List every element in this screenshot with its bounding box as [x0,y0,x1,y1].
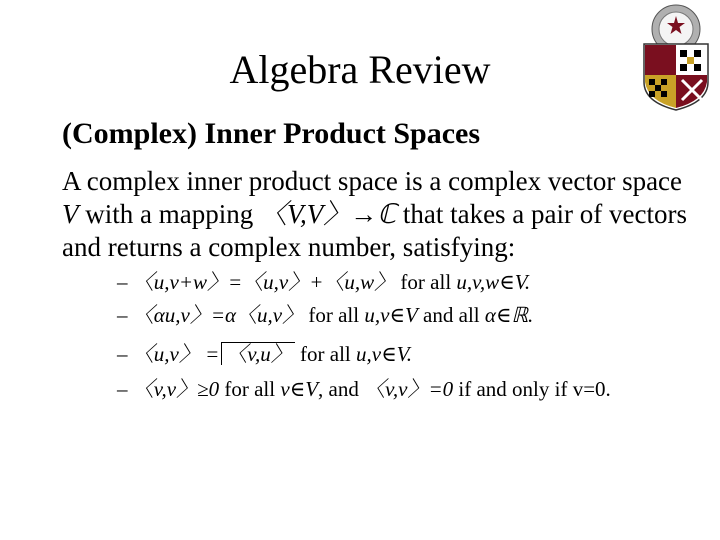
bullet-dash: – [117,377,128,401]
bullet-formula: 〈v,v〉≥0 [132,377,220,401]
bullet-text: for all [303,303,365,327]
bullet-vars: u,v∈V [364,303,418,327]
list-item [117,375,611,403]
intro-paragraph [62,165,702,264]
bullet-vars: v∈V [280,377,319,401]
intro-text: that takes a pair of vectors and returns a complex number, satisfying: [62,199,687,262]
conjugate-formula: 〈v,u〉 [221,342,295,365]
list-item [117,340,412,368]
bullet-dash: – [117,270,128,294]
bullet-vars: u,v∈V. [356,342,412,366]
bullet-dash: – [117,342,128,366]
bullet-text: and all [417,303,485,327]
intro-var-v: V [62,199,79,229]
bullet-formula: 〈u,v〉 = [132,342,220,366]
bullet-formula: 〈v,v〉=0 [364,377,454,401]
intro-mapping: 〈V,V〉→ℂ [259,199,397,229]
bullet-vars: u,v,w∈V. [456,270,531,294]
bullet-text: for all [219,377,281,401]
bullet-text: for all [395,270,457,294]
bullet-text: for all [294,342,356,366]
bullet-text: if and only if v=0. [453,377,611,401]
bullet-formula: 〈u,v+w〉=〈u,v〉+〈u,w〉 [132,270,396,294]
intro-text: A complex inner product space is a complex vector space [62,166,683,196]
bullet-formula: 〈αu,v〉=α〈u,v〉 [132,303,304,327]
slide-title: Algebra Review [229,47,491,92]
list-item [117,301,533,329]
list-item [117,268,530,296]
intro-text: with a mapping [78,199,260,229]
bullet-vars: α∈ℝ. [484,303,534,327]
bullet-text: , and [318,377,365,401]
bullet-dash: – [117,303,128,327]
slide-subtitle: (Complex) Inner Product Spaces [62,117,481,150]
